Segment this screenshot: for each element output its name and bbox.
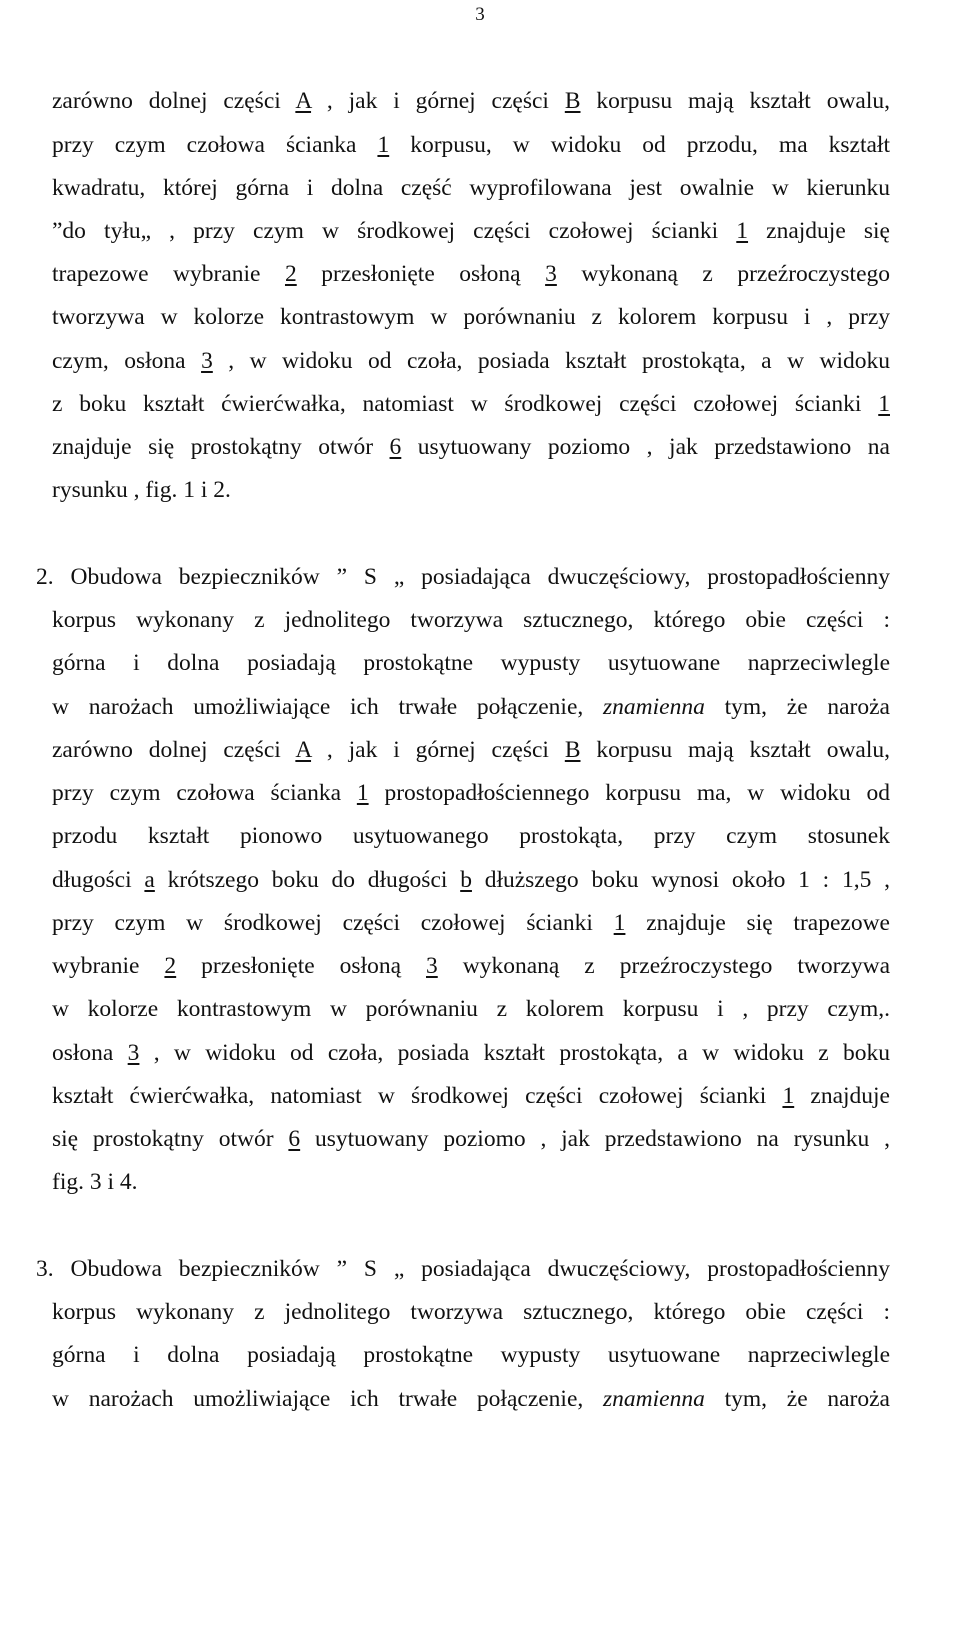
emphasis-text: znamienna	[603, 694, 705, 720]
text-segment: z boku kształt ćwierćwałka, natomiast w środkowej części czołowej ścianki	[52, 391, 879, 417]
text-segment: prostopadłościennego korpusu ma, w widoku od	[368, 780, 890, 806]
text-segment: kształt ćwierćwałka, natomiast w środkowej części czołowej ścianki	[52, 1083, 783, 1109]
reference-numeral: b	[460, 867, 472, 893]
text-segment: korpus wykonany z jednolitego tworzywa sztucznego, którego obie części :	[52, 1299, 890, 1325]
reference-numeral: A	[295, 737, 312, 763]
text-segment: górna i dolna posiadają prostokątne wypusty usytuowane naprzeciwlegle	[52, 650, 890, 676]
reference-numeral: 3	[426, 953, 438, 979]
text-segment: korpus wykonany z jednolitego tworzywa sztucznego, którego obie części :	[52, 607, 890, 633]
text-segment: trapezowe wybranie	[52, 261, 285, 287]
reference-numeral: 2	[284, 261, 297, 287]
reference-numeral: 1	[613, 910, 626, 936]
text-line	[52, 605, 890, 635]
text-line	[52, 259, 890, 289]
text-line	[52, 648, 890, 678]
text-line	[52, 389, 890, 419]
reference-numeral: 6	[389, 434, 402, 460]
text-line	[52, 130, 890, 160]
reference-numeral: 3	[201, 348, 213, 374]
text-segment: 2. Obudowa bezpieczników ” S „ posiadająca dwuczęściowy, prostopadłościenny	[36, 564, 890, 590]
text-segment: korpusu mają kształt owalu,	[580, 88, 891, 114]
claim-heading-line	[36, 562, 890, 592]
text-line	[52, 173, 890, 203]
text-segment: się prostokątny otwór	[52, 1126, 289, 1152]
text-line	[52, 821, 890, 851]
text-line	[52, 692, 890, 722]
text-segment: długości	[52, 867, 145, 893]
reference-numeral: B	[564, 88, 581, 114]
text-line	[52, 1340, 890, 1370]
text-segment: kwadratu, której górna i dolna część wyprofilowana jest owalnie w kierunku	[52, 175, 890, 201]
text-segment: 3. Obudowa bezpieczników ” S „ posiadająca dwuczęściowy, prostopadłościenny	[36, 1256, 890, 1282]
text-segment: wybranie	[52, 953, 165, 979]
text-line	[52, 865, 890, 895]
text-segment: fig. 3 i 4.	[52, 1169, 138, 1195]
text-segment: górna i dolna posiadają prostokątne wypusty usytuowane naprzeciwlegle	[52, 1342, 890, 1368]
text-segment: osłona	[52, 1040, 128, 1066]
text-segment: zarówno dolnej części	[52, 88, 296, 114]
reference-numeral: A	[295, 88, 312, 114]
reference-numeral: 3	[545, 261, 557, 287]
reference-numeral: a	[144, 867, 155, 893]
text-line	[52, 908, 890, 938]
text-segment: , jak i górnej części	[311, 88, 565, 114]
text-segment: rysunku , fig. 1 i 2.	[52, 477, 231, 503]
reference-numeral: 1	[356, 780, 369, 806]
text-segment: dłuższego boku wynosi około 1 : 1,5 ,	[471, 867, 890, 893]
text-line	[52, 735, 890, 765]
text-segment: tym, że naroża	[704, 694, 890, 720]
text-line	[52, 216, 890, 246]
text-segment: przesłonięte osłoną	[296, 261, 546, 287]
text-segment: znajduje	[794, 1083, 890, 1109]
text-segment: przodu kształt pionowo usytuowanego prostokąta, przy czym stosunek	[52, 823, 890, 849]
text-segment: krótszego boku do długości	[154, 867, 461, 893]
text-line	[52, 475, 890, 505]
reference-numeral: B	[564, 737, 581, 763]
text-segment: w narożach umożliwiające ich trwałe połączenie,	[52, 694, 604, 720]
text-segment: wykonaną z przeźroczystego	[556, 261, 891, 287]
reference-numeral: 6	[288, 1126, 301, 1152]
text-line	[52, 1297, 890, 1327]
claim-heading-line	[36, 1254, 890, 1284]
reference-numeral: 1	[736, 218, 749, 244]
text-line	[52, 778, 890, 808]
text-segment: usytuowany poziomo , jak przedstawiono na	[401, 434, 890, 460]
text-segment: tym, że naroża	[704, 1386, 890, 1412]
text-line	[52, 1038, 890, 1068]
text-segment: usytuowany poziomo , jak przedstawiono na rysunku ,	[300, 1126, 891, 1152]
text-segment: przy czym czołowa ścianka	[52, 780, 357, 806]
text-segment: tworzywa w kolorze kontrastowym w porównaniu z kolorem korpusu i , przy	[52, 304, 890, 330]
text-segment: przy czym w środkowej części czołowej ścianki	[52, 910, 614, 936]
reference-numeral: 1	[782, 1083, 795, 1109]
text-line	[52, 1081, 890, 1111]
text-segment: korpusu mają kształt owalu,	[580, 737, 891, 763]
reference-numeral: 1	[878, 391, 890, 417]
text-segment: korpusu, w widoku od przodu, ma kształt	[389, 132, 890, 158]
text-segment: wykonaną z przeźroczystego tworzywa	[437, 953, 890, 979]
text-line	[52, 1384, 890, 1414]
text-line	[52, 951, 890, 981]
text-segment: ”do tyłu„ , przy czym w środkowej części czołowej ścianki	[52, 218, 737, 244]
text-line	[52, 1167, 890, 1197]
text-line	[52, 302, 890, 332]
text-segment: , w widoku od czoła, posiada kształt prostokąta, a w widoku z boku	[139, 1040, 890, 1066]
text-line	[52, 86, 890, 116]
reference-numeral: 2	[164, 953, 177, 979]
text-line	[52, 432, 890, 462]
reference-numeral: 3	[127, 1040, 140, 1066]
text-segment: czym, osłona	[52, 348, 202, 374]
text-segment: , w widoku od czoła, posiada kształt prostokąta, a w widoku	[212, 348, 891, 374]
text-line	[52, 994, 890, 1024]
text-segment: znajduje się prostokątny otwór	[52, 434, 390, 460]
text-segment: znajduje się	[748, 218, 890, 244]
emphasis-text: znamienna	[603, 1386, 705, 1412]
page-number: 3	[475, 4, 485, 25]
text-segment: w narożach umożliwiające ich trwałe połączenie,	[52, 1386, 604, 1412]
text-line	[52, 346, 890, 376]
text-line	[52, 1124, 890, 1154]
text-segment: w kolorze kontrastowym w porównaniu z kolorem korpusu i , przy czym,.	[52, 996, 890, 1022]
text-segment: przesłonięte osłoną	[176, 953, 426, 979]
text-segment: znajduje się trapezowe	[625, 910, 890, 936]
text-segment: , jak i górnej części	[311, 737, 565, 763]
text-segment: zarówno dolnej części	[52, 737, 296, 763]
text-segment: przy czym czołowa ścianka	[52, 132, 378, 158]
reference-numeral: 1	[377, 132, 390, 158]
